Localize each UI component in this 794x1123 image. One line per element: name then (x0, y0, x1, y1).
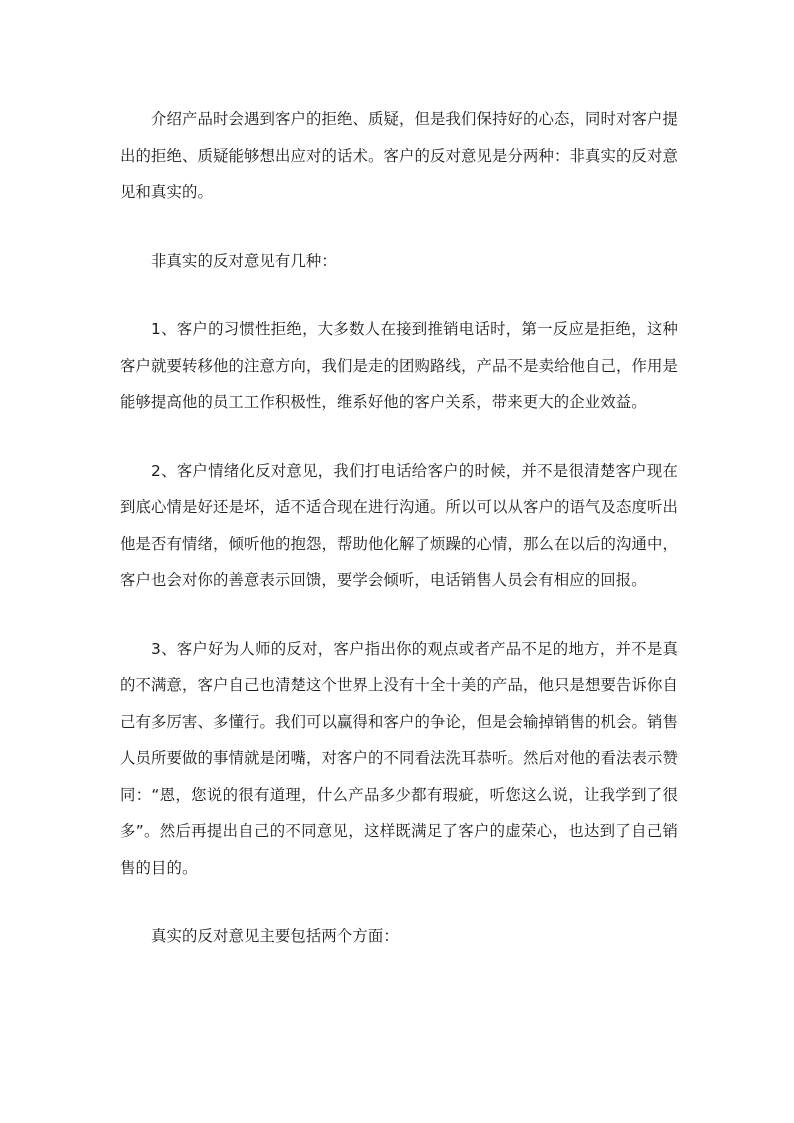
paragraph-intro: 介绍产品时会遇到客户的拒绝、质疑，但是我们保持好的心态，同时对客户提出的拒绝、质疑能够想出应对的话术。客户的反对意见是分两种：非真实的反对意见和真实的。 (120, 110, 678, 201)
paragraph-item-3: 3、客户好为人师的反对，客户指出你的观点或者产品不足的地方，并不是真的不满意，客户自己也清楚这个世界上没有十全十美的产品，他只是想要告诉你自己有多厉害、多懂行。我们可以赢得和客户的争论，但是会输掉销售的机会。销售人员所要做的事情就是闭嘴，对客户的不同看法洗耳恭听。然后对他的看法表示赞同：“恩，您说的很有道理，什么产品多少都有瑕疵，听您这么说，让我学到了很多”。然后再提出自己的不同意见，这样既满足了客户的虚荣心，也达到了自己销售的目的。 (120, 639, 678, 877)
paragraph-genuine-heading: 真实的反对意见主要包括两个方面： (151, 927, 399, 945)
document-body (120, 101, 678, 987)
paragraph-item-2: 2、客户情绪化反对意见，我们打电话给客户的时候，并不是很清楚客户现在到底心情是好还是坏，适不适合现在进行沟通。所以可以从客户的语气及态度听出他是否有情绪，倾听他的抱怨，帮助他化解了烦躁的心情，那么在以后的沟通中，客户也会对你的善意表示回馈，要学会倾听，电话销售人员会有相应的回报。 (120, 461, 678, 589)
paragraph-non-genuine-heading: 非真实的反对意见有几种： (151, 251, 337, 270)
paragraph-item-1: 1、客户的习惯性拒绝，大多数人在接到推销电话时，第一反应是拒绝，这种客户就要转移他的注意方向，我们是走的团购路线，产品不是卖给他自己，作用是能够提高他的员工工作积极性，维系好他的客户关系，带来更大的企业效益。 (120, 320, 678, 411)
